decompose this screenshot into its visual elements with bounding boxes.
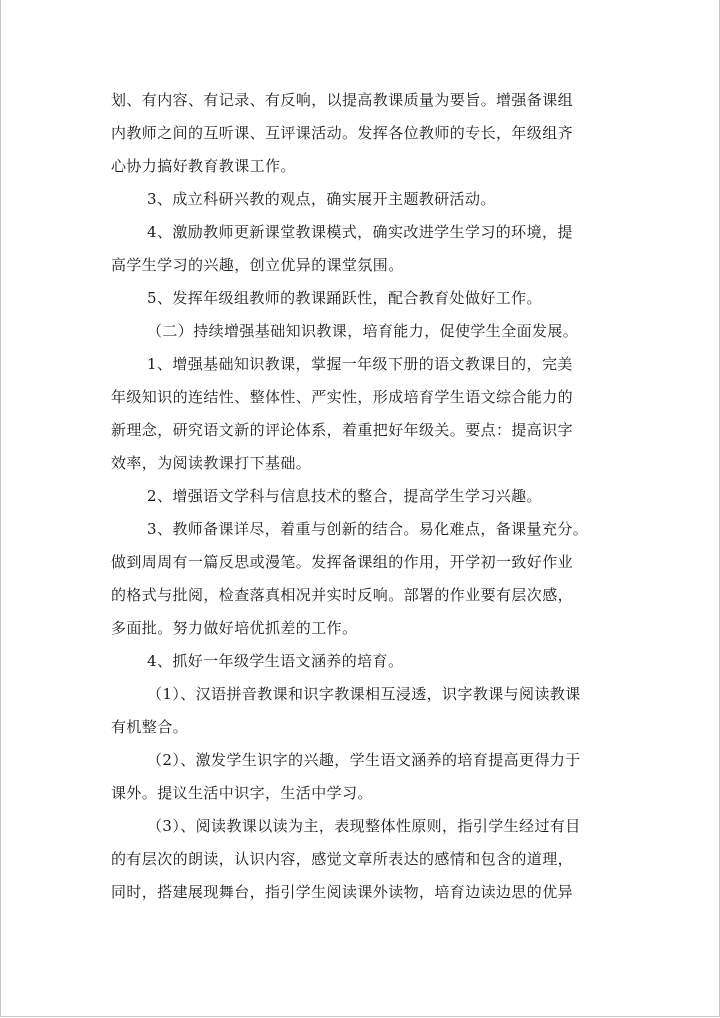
- text-line: 的有层次的朗读，认识内容，感觉文章所表达的感情和包含的道理，: [111, 850, 574, 868]
- text-line: 效率，为阅读教课打下基础。: [111, 454, 312, 472]
- text-line: 5、发挥年级组教师的教课踊跃性，配合教育处做好工作。: [147, 289, 542, 307]
- text-line: 4、激励教师更新课堂教课模式，确实改进学生学习的环境，提: [147, 223, 573, 241]
- text-line: 的格式与批阅，检查落真相况并实时反响。部署的作业要有层次感，: [111, 586, 574, 604]
- text-line: 划、有内容、有记录、有反响，以提高教课质量为要旨。增强备课组: [111, 91, 574, 109]
- text-line: 年级知识的连结性、整体性、严实性，形成培育学生语文综合能力的: [111, 388, 574, 406]
- text-line: 4、抓好一年级学生语文涵养的培育。: [147, 652, 404, 670]
- text-line: 同时，搭建展现舞台，指引学生阅读课外读物，培育边读边思的优异: [111, 883, 574, 901]
- text-line: 2、增强语文学科与信息技术的整合，提高学生学习兴趣。: [147, 487, 542, 505]
- text-line: 3、成立科研兴教的观点，确实展开主题教研活动。: [147, 190, 496, 208]
- text-line: 新理念，研究语文新的评论体系，着重把好年级关。要点：提高识字: [111, 421, 574, 439]
- text-line: 1、增强基础知识教课，掌握一年级下册的语文教课目的，完美: [147, 355, 573, 373]
- text-line: 内教师之间的互听课、互评课活动。发挥各位教师的专长，年级组齐: [111, 124, 574, 142]
- text-line: 做到周周有一篇反思或漫笔。发挥备课组的作用，开学初一致好作业: [111, 553, 574, 571]
- text-line: （2）、激发学生识字的兴趣，学生语文涵养的培育提高更得力于: [147, 751, 581, 769]
- text-line: 高学生学习的兴趣，创立优异的课堂氛围。: [111, 256, 404, 274]
- text-line: 多面批。努力做好培优抓差的工作。: [111, 619, 358, 637]
- text-line: 有机整合。: [111, 718, 189, 736]
- text-line: 课外。提议生活中识字，生活中学习。: [111, 784, 373, 802]
- text-line: 3、教师备课详尽，着重与创新的结合。易化难点，备课量充分。: [147, 520, 589, 538]
- section-heading: （二）持续增强基础知识教课，培育能力，促使学生全面发展。: [147, 322, 579, 340]
- text-line: 心协力搞好教育教课工作。: [111, 157, 296, 175]
- text-line: （1）、汉语拼音教课和识字教课相互浸透，识字教课与阅读教课: [147, 685, 581, 703]
- text-line: （3）、阅读教课以读为主，表现整体性原则，指引学生经过有目: [147, 817, 581, 835]
